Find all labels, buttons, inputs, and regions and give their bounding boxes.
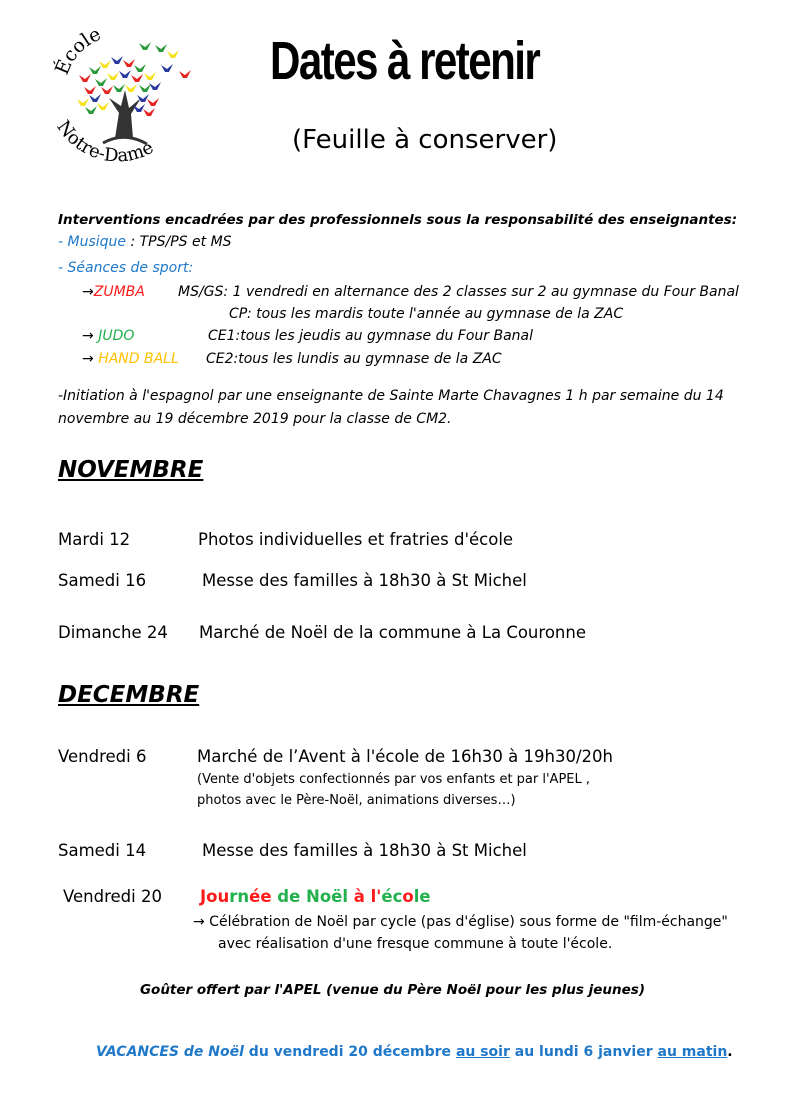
vacances-text: au lundi 6 janvier bbox=[509, 1044, 658, 1060]
event-date: Vendredi 6 bbox=[58, 747, 147, 766]
journee-text-part: éc bbox=[381, 887, 403, 906]
interventions-heading: Interventions encadrées par des professionnels sous la responsabilité des enseignantes: bbox=[58, 212, 738, 228]
school-logo bbox=[45, 18, 195, 168]
event-date: Vendredi 20 bbox=[63, 887, 162, 906]
arrow-icon: → bbox=[82, 328, 94, 344]
sport-name: JUDO bbox=[98, 328, 135, 344]
bird-icon bbox=[143, 108, 155, 116]
journee-text-part: l' bbox=[370, 887, 382, 906]
logo-top-text: École bbox=[50, 22, 105, 78]
spanish-line-2: novembre au 19 décembre 2019 pour la classe de CM2. bbox=[58, 411, 452, 427]
bird-icon bbox=[99, 60, 111, 68]
sport-detail: CE2:tous les lundis au gymnase de la ZAC bbox=[206, 351, 502, 367]
journee-text-part: à bbox=[353, 887, 371, 906]
tree-icon bbox=[45, 18, 195, 168]
sport-detail: CP: tous les mardis toute l'année au gymnase de la ZAC bbox=[229, 306, 624, 322]
event-detail: photos avec le Père-Noël, animations diverses…) bbox=[197, 793, 516, 808]
month-heading-decembre: DECEMBRE bbox=[58, 682, 200, 708]
bird-icon bbox=[144, 72, 156, 80]
bird-icon bbox=[89, 66, 101, 74]
vacances-text: du vendredi 20 décembre bbox=[243, 1044, 456, 1060]
journee-text-part: o bbox=[402, 887, 414, 906]
sport-judo bbox=[82, 328, 134, 344]
bird-icon bbox=[101, 86, 113, 94]
music-value: : TPS/PS et MS bbox=[126, 234, 232, 250]
bird-icon bbox=[125, 84, 137, 92]
bird-icon bbox=[119, 70, 131, 78]
journee-text-part: rn bbox=[229, 887, 250, 906]
vacances-label: VACANCES de Noël bbox=[96, 1044, 244, 1060]
journee-text-part: le bbox=[413, 887, 431, 906]
event-text: Messe des familles à 18h30 à St Michel bbox=[202, 571, 527, 590]
bird-icon bbox=[85, 106, 97, 114]
event-date: Dimanche 24 bbox=[58, 623, 168, 642]
bird-icon bbox=[113, 84, 125, 92]
vacances-line bbox=[96, 1044, 733, 1060]
logo-bottom-text: Notre-Dame bbox=[52, 116, 157, 167]
bird-icon bbox=[179, 70, 191, 78]
bird-icon bbox=[79, 74, 91, 82]
bird-icon bbox=[97, 102, 109, 110]
event-date: Mardi 12 bbox=[58, 530, 131, 549]
event-text: Messe des familles à 18h30 à St Michel bbox=[202, 841, 527, 860]
event-detail: avec réalisation d'une fresque commune à toute l'école. bbox=[218, 936, 613, 952]
sport-handball bbox=[82, 351, 179, 367]
month-heading-novembre: NOVEMBRE bbox=[58, 457, 204, 483]
event-text: Photos individuelles et fratries d'école bbox=[198, 530, 514, 549]
bird-icon bbox=[139, 84, 151, 92]
event-detail: → Célébration de Noël par cycle (pas d'église) sous forme de "film-échange" bbox=[193, 914, 728, 930]
bird-icon bbox=[123, 59, 135, 67]
sport-name: HAND BALL bbox=[98, 351, 179, 367]
event-detail: (Vente d'objets confectionnés par vos enfants et par l'APEL , bbox=[197, 772, 591, 787]
bird-icon bbox=[147, 98, 159, 106]
music-line bbox=[58, 234, 232, 250]
bird-icon bbox=[131, 74, 143, 82]
bird-icon bbox=[149, 82, 161, 90]
bird-icon bbox=[95, 78, 107, 86]
bird-icon bbox=[161, 64, 173, 72]
journee-text-part: ée bbox=[249, 887, 272, 906]
bird-icon bbox=[84, 86, 96, 94]
event-text: Marché de Noël de la commune à La Couronne bbox=[199, 623, 586, 642]
sport-detail: CE1:tous les jeudis au gymnase du Four Banal bbox=[208, 328, 534, 344]
bird-icon bbox=[167, 50, 179, 58]
page-title: Dates à retenir bbox=[270, 31, 540, 91]
event-text-journee-noel bbox=[200, 887, 431, 906]
bird-icon bbox=[111, 56, 123, 64]
bird-icon bbox=[155, 44, 167, 52]
bird-icon bbox=[77, 98, 89, 106]
sport-detail: MS/GS: 1 vendredi en alternance des 2 classes sur 2 au gymnase du Four Banal bbox=[178, 284, 739, 300]
journee-text-part: Jou bbox=[200, 887, 230, 906]
arrow-icon: → bbox=[82, 284, 94, 300]
sport-zumba bbox=[82, 284, 145, 300]
music-label: - Musique bbox=[58, 234, 127, 250]
event-text: Marché de l’Avent à l'école de 16h30 à 19h30/20h bbox=[197, 747, 613, 766]
arrow-icon: → bbox=[82, 351, 94, 367]
journee-text-part: ël bbox=[331, 887, 354, 906]
journee-text-part: de bbox=[271, 887, 307, 906]
bird-icon bbox=[107, 72, 119, 80]
gouter-note: Goûter offert par l'APEL (venue du Père Noël pour les plus jeunes) bbox=[139, 982, 646, 998]
spanish-line-1: -Initiation à l'espagnol par une enseignante de Sainte Marte Chavagnes 1 h par semaine du 14 bbox=[58, 388, 724, 404]
vacances-end: . bbox=[727, 1044, 733, 1060]
bird-icon bbox=[89, 94, 101, 102]
bird-icon bbox=[139, 42, 151, 50]
event-date: Samedi 14 bbox=[58, 841, 147, 860]
sport-label: - Séances de sport: bbox=[58, 260, 194, 276]
sport-name: ZUMBA bbox=[93, 284, 145, 300]
journee-text-part: No bbox=[306, 887, 332, 906]
bird-icon bbox=[134, 64, 146, 72]
page-subtitle: (Feuille à conserver) bbox=[292, 125, 558, 155]
vacances-underline: au matin bbox=[657, 1044, 728, 1060]
vacances-underline: au soir bbox=[455, 1044, 510, 1060]
event-date: Samedi 16 bbox=[58, 571, 147, 590]
